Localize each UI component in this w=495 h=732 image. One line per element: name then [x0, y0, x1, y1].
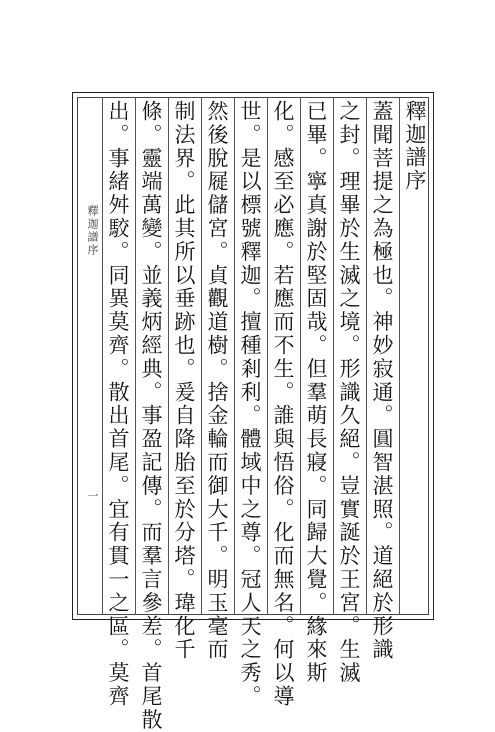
text-column: 然後脫屣儲宮。貞觀道樹。捨金輪而御大千。明玉毫而 [205, 100, 229, 662]
text-column: 條。靈端萬變。並義炳經典。事盈記傳。而羣言參差。首尾散 [139, 100, 163, 732]
text-column: 蓋聞菩提之為極也。神妙寂通。圓智湛照。道絕於形識 [370, 100, 394, 662]
page-number: 一 [86, 490, 99, 503]
text-column: 出。事緒舛駮。同異莫齊。散出首尾。宜有貫一之區。莫齊 [106, 100, 130, 709]
side-title: 釋迦譜序 [86, 205, 99, 257]
text-column: 已畢。寧真謝於堅固哉。但羣萌長寢。同歸大覺。緣來斯 [304, 100, 328, 685]
text-column: 世。是以標號釋迦。擅種剎利。體域中之尊。冠人天之秀。 [238, 100, 262, 709]
text-column: 制法界。此其所以垂跡也。爰自降胎至於分塔。瑋化千 [172, 100, 196, 662]
text-column: 之封。理畢於生滅之境。形識久絕。豈實誕於王宮。生滅 [337, 100, 361, 685]
text-column-title: 釋迦譜序 [403, 100, 427, 192]
text-column: 化。感至必應。若應而不生。誰與悟俗。化而無名。何以導 [271, 100, 295, 709]
